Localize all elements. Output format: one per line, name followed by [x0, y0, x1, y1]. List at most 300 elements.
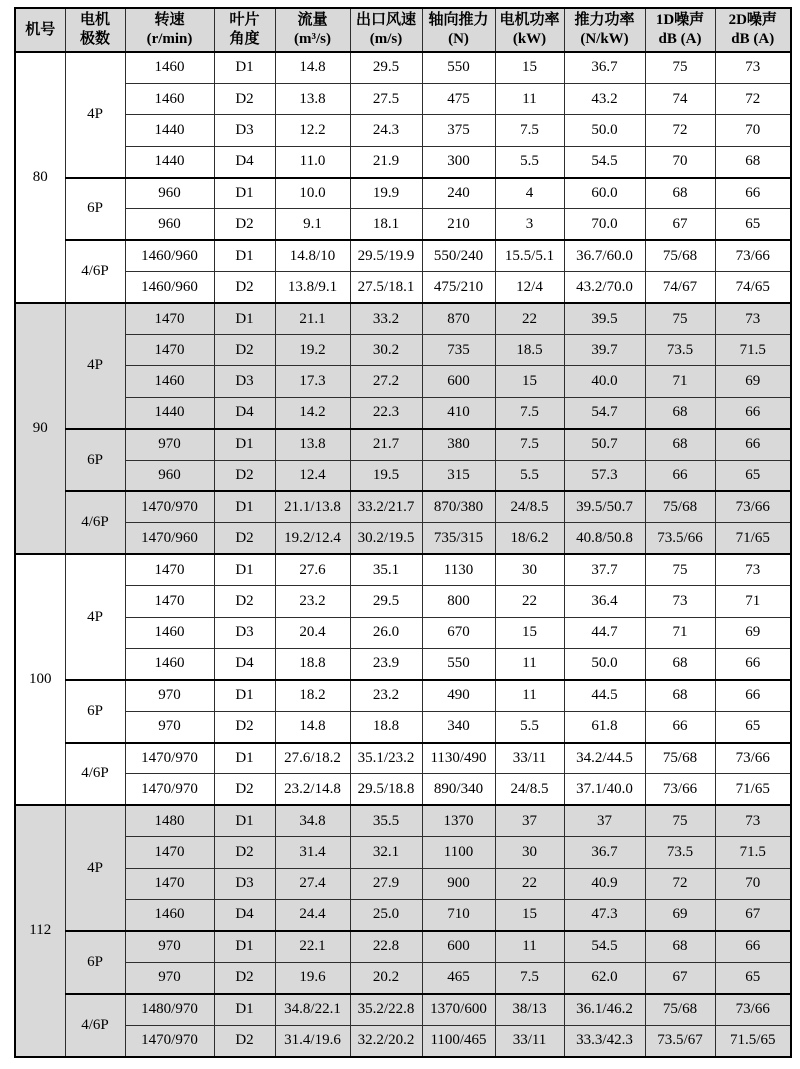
- cell-outlet-velocity: 29.5/19.9: [350, 240, 422, 271]
- cell-noise-1d: 67: [645, 209, 715, 240]
- cell-noise-1d: 67: [645, 962, 715, 993]
- cell-noise-2d: 71.5: [715, 837, 791, 868]
- cell-noise-1d: 73.5: [645, 335, 715, 366]
- cell-thrust-power: 60.0: [564, 178, 645, 209]
- cell-speed: 970: [125, 680, 214, 711]
- cell-motor-power: 12/4: [495, 272, 564, 303]
- cell-speed: 1460: [125, 83, 214, 114]
- cell-flow: 22.1: [275, 931, 350, 962]
- cell-flow: 34.8: [275, 805, 350, 836]
- cell-speed: 960: [125, 460, 214, 491]
- cell-blade-angle: D1: [214, 491, 275, 522]
- cell-flow: 23.2: [275, 586, 350, 617]
- header-noise-2d: [715, 8, 791, 52]
- cell-noise-2d: 73/66: [715, 491, 791, 522]
- header-line1: 机号: [25, 21, 56, 38]
- table-row: [15, 994, 791, 1025]
- header-line1: 转速: [154, 12, 185, 28]
- cell-motor-power: 33/11: [495, 1025, 564, 1056]
- cell-thrust-power: 44.7: [564, 617, 645, 648]
- cell-thrust-power: 61.8: [564, 711, 645, 742]
- cell-outlet-velocity: 33.2/21.7: [350, 491, 422, 522]
- cell-noise-2d: 65: [715, 962, 791, 993]
- cell-outlet-velocity: 32.1: [350, 837, 422, 868]
- cell-axial-thrust: 600: [422, 366, 495, 397]
- cell-noise-1d: 73.5/66: [645, 523, 715, 554]
- cell-noise-1d: 75: [645, 52, 715, 83]
- cell-outlet-velocity: 22.3: [350, 397, 422, 428]
- cell-speed: 1440: [125, 146, 214, 177]
- cell-noise-2d: 73: [715, 303, 791, 334]
- cell-flow: 21.1: [275, 303, 350, 334]
- header-model: [15, 8, 65, 52]
- cell-motor-power: 24/8.5: [495, 491, 564, 522]
- cell-model: 100: [15, 554, 65, 805]
- cell-speed: 1470/970: [125, 491, 214, 522]
- cell-axial-thrust: 465: [422, 962, 495, 993]
- cell-flow: 9.1: [275, 209, 350, 240]
- cell-blade-angle: D1: [214, 429, 275, 460]
- table-row: [15, 586, 791, 617]
- table-row: [15, 774, 791, 805]
- cell-speed: 960: [125, 209, 214, 240]
- header-line1: 流量: [297, 12, 328, 28]
- table-row: [15, 429, 791, 460]
- cell-blade-angle: D2: [214, 335, 275, 366]
- cell-motor-power: 5.5: [495, 146, 564, 177]
- cell-blade-angle: D3: [214, 115, 275, 146]
- table-row: [15, 554, 791, 585]
- cell-model: 90: [15, 303, 65, 554]
- cell-axial-thrust: 670: [422, 617, 495, 648]
- cell-axial-thrust: 300: [422, 146, 495, 177]
- cell-speed: 1470: [125, 868, 214, 899]
- header-line2: (kW): [512, 31, 547, 47]
- cell-poles: 4/6P: [65, 994, 125, 1057]
- cell-motor-power: 22: [495, 868, 564, 899]
- cell-noise-1d: 68: [645, 648, 715, 679]
- cell-blade-angle: D4: [214, 648, 275, 679]
- table-row: [15, 523, 791, 554]
- cell-motor-power: 7.5: [495, 397, 564, 428]
- cell-noise-1d: 75/68: [645, 994, 715, 1025]
- cell-motor-power: 4: [495, 178, 564, 209]
- cell-blade-angle: D4: [214, 900, 275, 931]
- cell-blade-angle: D2: [214, 523, 275, 554]
- cell-noise-2d: 71/65: [715, 774, 791, 805]
- cell-noise-2d: 71/65: [715, 523, 791, 554]
- header-line1: 出口风速: [355, 12, 416, 28]
- cell-outlet-velocity: 35.1: [350, 554, 422, 585]
- cell-poles: 6P: [65, 429, 125, 492]
- cell-flow: 23.2/14.8: [275, 774, 350, 805]
- cell-speed: 970: [125, 711, 214, 742]
- cell-blade-angle: D1: [214, 931, 275, 962]
- cell-flow: 19.2/12.4: [275, 523, 350, 554]
- cell-poles: 6P: [65, 178, 125, 241]
- cell-noise-2d: 72: [715, 83, 791, 114]
- cell-outlet-velocity: 26.0: [350, 617, 422, 648]
- table-row: [15, 680, 791, 711]
- cell-outlet-velocity: 30.2/19.5: [350, 523, 422, 554]
- cell-poles: 4P: [65, 52, 125, 178]
- cell-thrust-power: 54.7: [564, 397, 645, 428]
- cell-outlet-velocity: 29.5: [350, 52, 422, 83]
- cell-flow: 34.8/22.1: [275, 994, 350, 1025]
- cell-speed: 1480/970: [125, 994, 214, 1025]
- cell-noise-1d: 68: [645, 429, 715, 460]
- cell-thrust-power: 50.7: [564, 429, 645, 460]
- cell-outlet-velocity: 35.5: [350, 805, 422, 836]
- cell-outlet-velocity: 27.5: [350, 83, 422, 114]
- table-row: [15, 837, 791, 868]
- cell-motor-power: 11: [495, 931, 564, 962]
- header-speed: [125, 8, 214, 52]
- cell-speed: 1460: [125, 900, 214, 931]
- cell-thrust-power: 39.5/50.7: [564, 491, 645, 522]
- cell-motor-power: 7.5: [495, 429, 564, 460]
- cell-motor-power: 11: [495, 83, 564, 114]
- cell-noise-1d: 75: [645, 554, 715, 585]
- table-row: [15, 491, 791, 522]
- cell-flow: 21.1/13.8: [275, 491, 350, 522]
- table-row: [15, 868, 791, 899]
- header-line1: 电机功率: [499, 12, 560, 28]
- cell-outlet-velocity: 22.8: [350, 931, 422, 962]
- cell-speed: 1470/970: [125, 743, 214, 774]
- cell-axial-thrust: 800: [422, 586, 495, 617]
- cell-motor-power: 30: [495, 554, 564, 585]
- table-row: [15, 209, 791, 240]
- header-line2: 角度: [229, 31, 260, 47]
- cell-thrust-power: 33.3/42.3: [564, 1025, 645, 1056]
- table-row: [15, 178, 791, 209]
- cell-axial-thrust: 1130/490: [422, 743, 495, 774]
- cell-outlet-velocity: 35.1/23.2: [350, 743, 422, 774]
- cell-blade-angle: D2: [214, 272, 275, 303]
- cell-axial-thrust: 240: [422, 178, 495, 209]
- cell-noise-2d: 73: [715, 805, 791, 836]
- cell-flow: 24.4: [275, 900, 350, 931]
- cell-speed: 1470: [125, 335, 214, 366]
- header-line1: 推力功率: [574, 12, 635, 28]
- cell-blade-angle: D2: [214, 83, 275, 114]
- cell-motor-power: 38/13: [495, 994, 564, 1025]
- header-line2: 极数: [79, 31, 110, 47]
- cell-speed: 960: [125, 178, 214, 209]
- cell-noise-1d: 73: [645, 586, 715, 617]
- cell-thrust-power: 37.1/40.0: [564, 774, 645, 805]
- cell-blade-angle: D4: [214, 397, 275, 428]
- cell-outlet-velocity: 18.1: [350, 209, 422, 240]
- cell-speed: 1460: [125, 617, 214, 648]
- header-noise-1d: [645, 8, 715, 52]
- table-row: [15, 648, 791, 679]
- table-row: [15, 52, 791, 83]
- cell-axial-thrust: 550/240: [422, 240, 495, 271]
- cell-thrust-power: 70.0: [564, 209, 645, 240]
- cell-axial-thrust: 870: [422, 303, 495, 334]
- cell-blade-angle: D2: [214, 837, 275, 868]
- cell-flow: 14.8: [275, 711, 350, 742]
- cell-noise-2d: 69: [715, 366, 791, 397]
- cell-speed: 1460: [125, 366, 214, 397]
- cell-blade-angle: D2: [214, 711, 275, 742]
- cell-axial-thrust: 710: [422, 900, 495, 931]
- cell-axial-thrust: 735: [422, 335, 495, 366]
- cell-poles: 4/6P: [65, 240, 125, 303]
- table-row: [15, 335, 791, 366]
- cell-outlet-velocity: 33.2: [350, 303, 422, 334]
- cell-thrust-power: 39.5: [564, 303, 645, 334]
- cell-outlet-velocity: 18.8: [350, 711, 422, 742]
- cell-thrust-power: 36.7: [564, 52, 645, 83]
- cell-noise-2d: 68: [715, 146, 791, 177]
- cell-flow: 11.0: [275, 146, 350, 177]
- table-row: [15, 240, 791, 271]
- cell-thrust-power: 37.7: [564, 554, 645, 585]
- cell-poles: 4/6P: [65, 491, 125, 554]
- cell-outlet-velocity: 23.2: [350, 680, 422, 711]
- cell-flow: 19.6: [275, 962, 350, 993]
- cell-motor-power: 5.5: [495, 711, 564, 742]
- cell-outlet-velocity: 27.2: [350, 366, 422, 397]
- cell-noise-1d: 68: [645, 680, 715, 711]
- cell-noise-1d: 75: [645, 303, 715, 334]
- header-flow: [275, 8, 350, 52]
- cell-outlet-velocity: 25.0: [350, 900, 422, 931]
- cell-motor-power: 3: [495, 209, 564, 240]
- cell-axial-thrust: 375: [422, 115, 495, 146]
- cell-thrust-power: 40.0: [564, 366, 645, 397]
- cell-noise-1d: 72: [645, 115, 715, 146]
- cell-speed: 1460: [125, 52, 214, 83]
- cell-blade-angle: D2: [214, 460, 275, 491]
- cell-motor-power: 15: [495, 52, 564, 83]
- cell-noise-2d: 65: [715, 460, 791, 491]
- cell-axial-thrust: 475/210: [422, 272, 495, 303]
- cell-blade-angle: D2: [214, 962, 275, 993]
- cell-noise-2d: 71.5: [715, 335, 791, 366]
- header-blade-angle: [214, 8, 275, 52]
- cell-noise-2d: 73/66: [715, 994, 791, 1025]
- cell-thrust-power: 44.5: [564, 680, 645, 711]
- cell-axial-thrust: 550: [422, 52, 495, 83]
- cell-outlet-velocity: 32.2/20.2: [350, 1025, 422, 1056]
- header-line2: dB (A): [658, 31, 702, 47]
- cell-noise-2d: 66: [715, 178, 791, 209]
- header-line1: 轴向推力: [428, 12, 489, 28]
- cell-motor-power: 18.5: [495, 335, 564, 366]
- cell-blade-angle: D1: [214, 178, 275, 209]
- cell-flow: 13.8: [275, 83, 350, 114]
- cell-speed: 970: [125, 962, 214, 993]
- header-motor-power: [495, 8, 564, 52]
- cell-thrust-power: 36.4: [564, 586, 645, 617]
- cell-motor-power: 30: [495, 837, 564, 868]
- cell-noise-2d: 67: [715, 900, 791, 931]
- table-row: [15, 962, 791, 993]
- cell-noise-1d: 70: [645, 146, 715, 177]
- cell-flow: 13.8: [275, 429, 350, 460]
- cell-thrust-power: 50.0: [564, 115, 645, 146]
- cell-axial-thrust: 340: [422, 711, 495, 742]
- cell-flow: 14.8: [275, 52, 350, 83]
- cell-noise-2d: 65: [715, 209, 791, 240]
- cell-outlet-velocity: 35.2/22.8: [350, 994, 422, 1025]
- cell-outlet-velocity: 29.5: [350, 586, 422, 617]
- cell-motor-power: 24/8.5: [495, 774, 564, 805]
- cell-noise-1d: 66: [645, 711, 715, 742]
- header-line2: (m³/s): [294, 31, 331, 47]
- header-line1: 叶片: [229, 12, 260, 28]
- cell-axial-thrust: 1370: [422, 805, 495, 836]
- cell-noise-1d: 68: [645, 397, 715, 428]
- cell-speed: 1470/960: [125, 523, 214, 554]
- cell-speed: 1470/970: [125, 774, 214, 805]
- cell-poles: 6P: [65, 931, 125, 994]
- cell-speed: 970: [125, 429, 214, 460]
- cell-noise-2d: 66: [715, 397, 791, 428]
- cell-thrust-power: 54.5: [564, 146, 645, 177]
- cell-speed: 1470: [125, 837, 214, 868]
- table-row: [15, 115, 791, 146]
- cell-motor-power: 11: [495, 680, 564, 711]
- cell-poles: 4P: [65, 554, 125, 680]
- table-row: [15, 931, 791, 962]
- cell-speed: 1470: [125, 586, 214, 617]
- cell-blade-angle: D1: [214, 680, 275, 711]
- table-row: [15, 900, 791, 931]
- cell-thrust-power: 36.1/46.2: [564, 994, 645, 1025]
- cell-motor-power: 37: [495, 805, 564, 836]
- cell-speed: 1470: [125, 303, 214, 334]
- cell-axial-thrust: 315: [422, 460, 495, 491]
- cell-noise-1d: 75/68: [645, 743, 715, 774]
- cell-noise-1d: 68: [645, 178, 715, 209]
- cell-axial-thrust: 600: [422, 931, 495, 962]
- cell-thrust-power: 62.0: [564, 962, 645, 993]
- cell-noise-2d: 73: [715, 52, 791, 83]
- cell-axial-thrust: 1100: [422, 837, 495, 868]
- table-row: [15, 366, 791, 397]
- cell-flow: 12.2: [275, 115, 350, 146]
- cell-blade-angle: D2: [214, 1025, 275, 1056]
- cell-blade-angle: D1: [214, 52, 275, 83]
- table-body: [15, 52, 791, 1057]
- cell-motor-power: 33/11: [495, 743, 564, 774]
- cell-blade-angle: D4: [214, 146, 275, 177]
- cell-outlet-velocity: 27.5/18.1: [350, 272, 422, 303]
- header-line1: 电机: [79, 12, 110, 28]
- cell-axial-thrust: 380: [422, 429, 495, 460]
- cell-outlet-velocity: 30.2: [350, 335, 422, 366]
- cell-speed: 1440: [125, 115, 214, 146]
- cell-axial-thrust: 1100/465: [422, 1025, 495, 1056]
- cell-blade-angle: D3: [214, 366, 275, 397]
- cell-noise-1d: 71: [645, 617, 715, 648]
- cell-noise-2d: 70: [715, 868, 791, 899]
- cell-noise-2d: 71.5/65: [715, 1025, 791, 1056]
- cell-noise-2d: 74/65: [715, 272, 791, 303]
- cell-flow: 18.8: [275, 648, 350, 679]
- cell-outlet-velocity: 23.9: [350, 648, 422, 679]
- cell-flow: 19.2: [275, 335, 350, 366]
- table-row: [15, 805, 791, 836]
- cell-poles: 4/6P: [65, 743, 125, 806]
- cell-flow: 31.4: [275, 837, 350, 868]
- cell-motor-power: 15: [495, 900, 564, 931]
- cell-flow: 14.2: [275, 397, 350, 428]
- cell-blade-angle: D3: [214, 617, 275, 648]
- cell-outlet-velocity: 27.9: [350, 868, 422, 899]
- cell-axial-thrust: 490: [422, 680, 495, 711]
- cell-thrust-power: 47.3: [564, 900, 645, 931]
- cell-speed: 1440: [125, 397, 214, 428]
- cell-outlet-velocity: 24.3: [350, 115, 422, 146]
- cell-axial-thrust: 890/340: [422, 774, 495, 805]
- cell-blade-angle: D2: [214, 209, 275, 240]
- cell-noise-1d: 73/66: [645, 774, 715, 805]
- cell-noise-2d: 73/66: [715, 743, 791, 774]
- cell-noise-1d: 72: [645, 868, 715, 899]
- cell-thrust-power: 40.9: [564, 868, 645, 899]
- cell-blade-angle: D1: [214, 554, 275, 585]
- cell-axial-thrust: 870/380: [422, 491, 495, 522]
- cell-thrust-power: 39.7: [564, 335, 645, 366]
- cell-flow: 10.0: [275, 178, 350, 209]
- cell-noise-1d: 74: [645, 83, 715, 114]
- table-row: [15, 743, 791, 774]
- cell-noise-1d: 69: [645, 900, 715, 931]
- cell-noise-2d: 71: [715, 586, 791, 617]
- cell-blade-angle: D1: [214, 743, 275, 774]
- cell-speed: 1460/960: [125, 240, 214, 271]
- cell-flow: 14.8/10: [275, 240, 350, 271]
- cell-speed: 1460/960: [125, 272, 214, 303]
- cell-outlet-velocity: 19.9: [350, 178, 422, 209]
- cell-thrust-power: 43.2/70.0: [564, 272, 645, 303]
- cell-outlet-velocity: 21.7: [350, 429, 422, 460]
- cell-thrust-power: 43.2: [564, 83, 645, 114]
- header-line1: 2D噪声: [728, 12, 777, 28]
- cell-flow: 17.3: [275, 366, 350, 397]
- cell-flow: 13.8/9.1: [275, 272, 350, 303]
- cell-outlet-velocity: 29.5/18.8: [350, 774, 422, 805]
- cell-noise-2d: 73: [715, 554, 791, 585]
- cell-thrust-power: 50.0: [564, 648, 645, 679]
- table-row: [15, 460, 791, 491]
- cell-motor-power: 11: [495, 648, 564, 679]
- cell-thrust-power: 40.8/50.8: [564, 523, 645, 554]
- cell-thrust-power: 57.3: [564, 460, 645, 491]
- header-axial-thrust: [422, 8, 495, 52]
- table-row: [15, 617, 791, 648]
- cell-noise-1d: 73.5/67: [645, 1025, 715, 1056]
- cell-axial-thrust: 210: [422, 209, 495, 240]
- table-row: [15, 83, 791, 114]
- table-row: [15, 303, 791, 334]
- cell-axial-thrust: 1130: [422, 554, 495, 585]
- cell-motor-power: 15: [495, 366, 564, 397]
- cell-noise-1d: 71: [645, 366, 715, 397]
- cell-outlet-velocity: 19.5: [350, 460, 422, 491]
- table-header: [15, 8, 791, 52]
- header-line2: (N/kW): [580, 31, 629, 47]
- cell-speed: 970: [125, 931, 214, 962]
- cell-motor-power: 7.5: [495, 962, 564, 993]
- cell-flow: 20.4: [275, 617, 350, 648]
